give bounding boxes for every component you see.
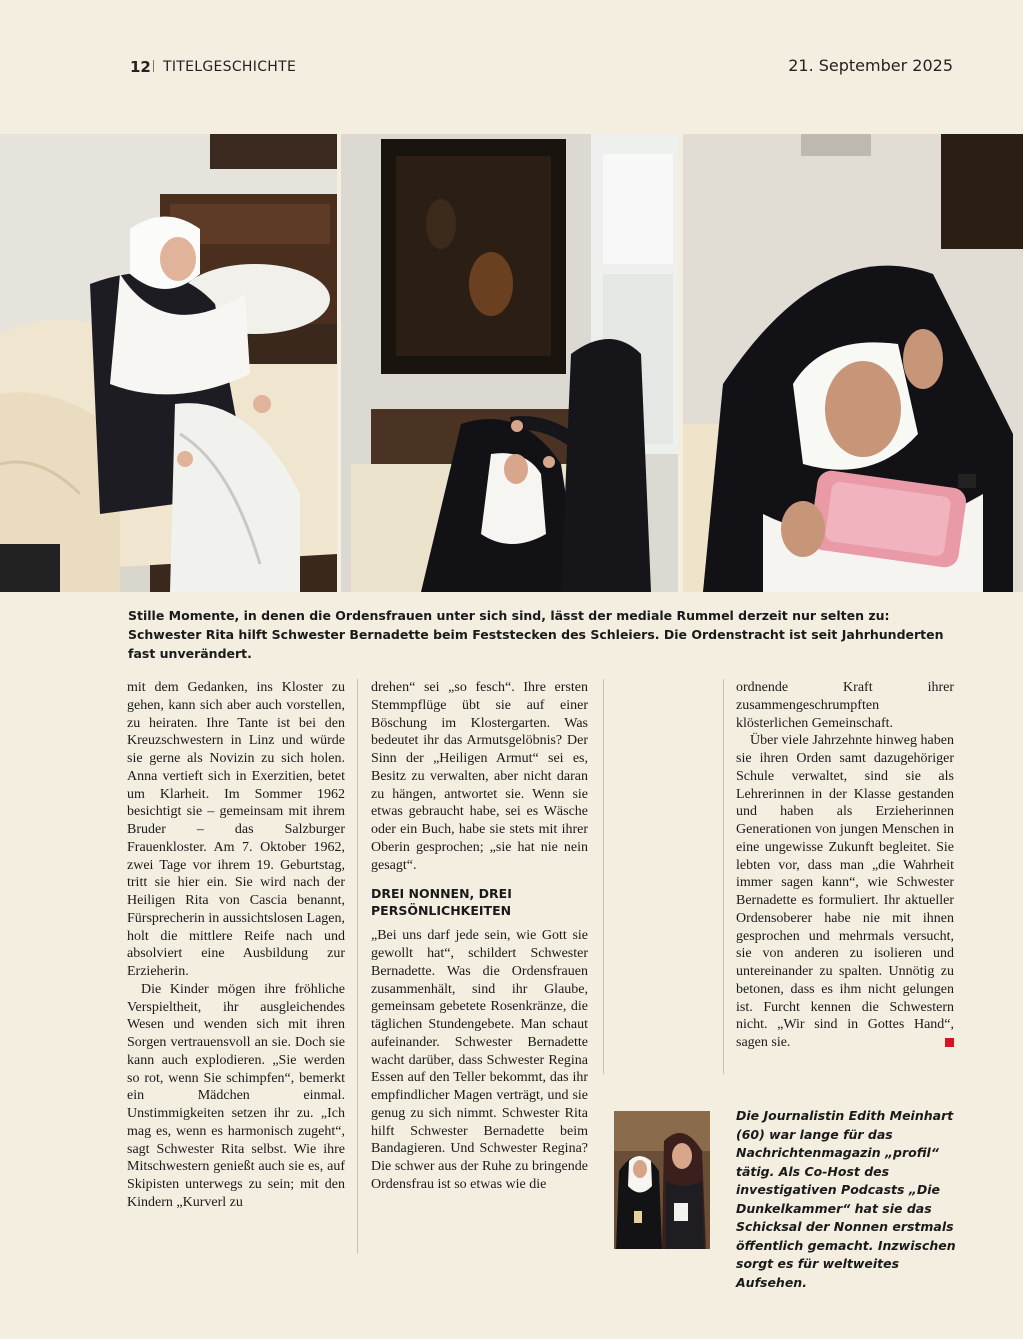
article-column-2 — [371, 679, 588, 1194]
article-column-3 — [736, 679, 954, 1052]
photo-nun-on-bed — [0, 134, 337, 592]
paragraph: „Bei uns darf jede sein, wie Gott sie gewollt hat“, schildert Schwester Bernadette. Was die Ordensfrauen zusammenhält, sind ihr Glaube, gemeinsam gebetete Rosenkränze, die täglichen Stundengebete. Man schaut aufeinander. Schwester Bernadette wacht darüber, dass Schwester Regina Essen auf den Teller bekommt, das ihr empfindlicher Magen verträgt, und sie genug zu sich nimmt. Schwester Rita hilft Schwester Bernadette beim Bandagieren. Und Schwester Regina? Die schwer aus der Ruhe zu bringende Ordensfrau ist so etwas wie die — [371, 928, 588, 1192]
paragraph: mit dem Gedanken, ins Kloster zu gehen, kann sich aber auch vorstellen, zu heiraten. Ihre Tante ist bei den Kreuzschwestern in Linz und würde sie gerne als Novizin zu sich holen. Anna vertieft sich in Exerzitien, betet um Klarheit. Im Sommer 1962 besichtigt sie – gemeinsam mit ihrem Bruder – das Salzburger Frauenkloster. Am 7. Oktober 1962, zwei Tage vor ihrem 19. Geburtstag, tritt sie hier ein. Sie wird nach der Heiligen Rita von Cascia benannt, Fürsprecherin in aussichtslosen Lagen, holt die mittlere Reife nach und absolviert eine Ausbildung zur Erzieherin. — [127, 680, 345, 979]
paragraph: drehen“ sei „so fesch“. Ihre ersten Stemmpflüge übt sie auf einer Böschung im Klostergarten. Was bedeutet ihr das Armutsgelöbnis? Der Sinn der „Heiligen Armut“ sei es, Besitz zu verwalten, aber nicht daran zu hängen, antwortet sie. Wenn sie etwas gebraucht habe, sei es Wäsche oder ein Buch, habe sie stets mit ihrer Oberin gesprochen; „sie hat nie nein gesagt“. — [371, 680, 588, 873]
author-photo — [614, 1111, 710, 1249]
page-header — [130, 56, 953, 80]
end-mark-icon — [945, 1038, 954, 1047]
photo-nun-adjusting-veil — [341, 134, 678, 592]
paragraph: ordnende Kraft ihrer zusammengeschrumpften klösterlichen Gemeinschaft. — [736, 680, 954, 731]
paragraph — [736, 732, 954, 1052]
column-divider — [357, 679, 358, 1254]
author-bio: Die Journalistin Edith Meinhart (60) war lange für das Nachrichtenmagazin „profil“ tätig. Als Co-Host des investigativen Podcasts „Die Dunkelkammer“ hat sie das Schicksal der Nonnen erstmals öffentlich gemacht. Inzwischen sorgt es für weltweites Aufsehen. — [736, 1108, 956, 1290]
column-divider — [603, 679, 604, 1074]
article-column-1 — [127, 679, 345, 1212]
section-label: TITELGESCHICHTE — [163, 59, 297, 75]
paragraph-text: Über viele Jahrzehnte hinweg haben sie ihren Orden samt dazugehöriger Schule verwaltet, sind sie als Lehrerinnen in der Klasse gestanden und haben als Erzieherinnen Generationen von jungen Menschen in eine ungewisse Zukunft begleitet. Sie lebten vor, dass man „die Wahrheit immer sagen kann“, wie Schwester Bernadette es formuliert. Ihr aktueller Ordensoberer habe nie mit ihnen gesprochen und mehrmals versucht, sie von anderen zu isolieren und untereinander zu spalten. Unnötig zu betonen, dass es ihm nicht gelungen ist. Furcht kennen die Schwestern nicht. „Wir sind in Gottes Hand“, sagen sie. — [736, 733, 954, 1050]
page-number: 12 — [130, 58, 151, 76]
column-divider — [723, 679, 724, 1074]
header-divider — [153, 60, 154, 72]
issue-date: 21. September 2025 — [788, 56, 953, 75]
paragraph: Die Kinder mögen ihre fröhliche Verspieltheit, ihr ausgleichendes Wesen und wenden sich mit ihren Sorgen vertrauensvoll an sie. Doch sie kann auch explodieren. „Sie werden so rot, wenn Sie schimpfen“, bemerkt ein Mädchen einmal. Unstimmigkeiten setzen ihr zu. „Ich mag es, wenn es harmonisch zugeht“, sagt Schwester Rita selbst. Wie ihre Mitschwestern genießt auch sie es, auf Skipisten unterwegs zu sein; mit den Kindern „Kurverl zu — [127, 981, 345, 1210]
photo-nun-with-phone — [683, 134, 1023, 592]
subheading: DREI NONNEN, DREI PERSÖNLICHKEITEN — [371, 886, 512, 919]
photo-caption: Stille Momente, in denen die Ordensfrauen unter sich sind, lässt der mediale Rummel derzeit nur selten zu: Schwester Rita hilft Schwester Bernadette beim Feststecken des Schleiers. Die Ordenstracht ist seit Jahrhunderten fast unverändert. — [128, 608, 944, 661]
